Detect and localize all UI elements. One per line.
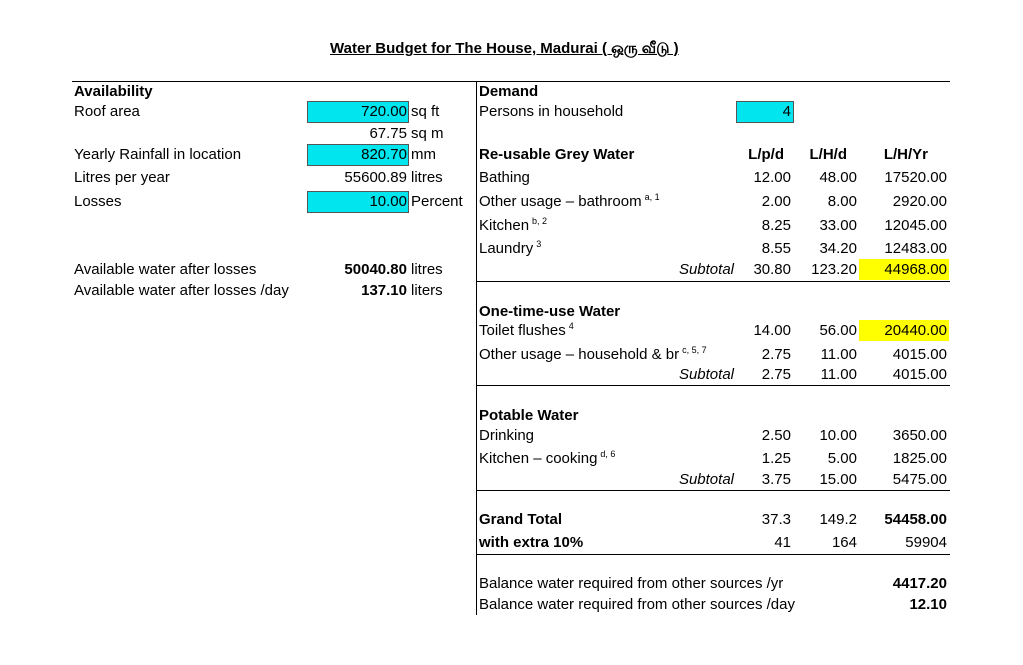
grand-total-lhd: 149.2	[819, 511, 857, 528]
table-row-label	[479, 322, 574, 341]
row-lpd: 12.00	[753, 169, 791, 186]
after-losses-label: Available water after losses	[74, 261, 257, 278]
after-losses-day-label: Available water after losses /day	[74, 282, 289, 299]
row-lhd: 34.20	[819, 240, 857, 257]
row-label-text: Bathing	[479, 169, 530, 186]
row-label-text: Kitchen – cooking	[479, 450, 598, 467]
balance-yr-label: Balance water required from other sources /yr	[479, 575, 784, 592]
row-lhyr: 12483.00	[884, 240, 947, 257]
row-lhyr: 2920.00	[892, 193, 947, 210]
roof-area-label: Roof area	[74, 103, 140, 120]
row-label-text: Drinking	[479, 427, 535, 444]
row-lhd: 48.00	[819, 169, 857, 186]
grey-subtotal-lhyr: 44968.00	[884, 261, 947, 278]
roof-area-unit: sq ft	[411, 103, 440, 120]
row-footnote: a, 1	[644, 192, 660, 202]
table-row-label	[479, 450, 615, 469]
potable-subtotal-lhd: 15.00	[819, 471, 857, 488]
row-lhd: 8.00	[827, 193, 857, 210]
row-label-text: Kitchen	[479, 217, 530, 234]
row-lhd: 10.00	[819, 427, 857, 444]
grand-total-lpd: 37.3	[761, 511, 791, 528]
demand-left-rule	[476, 81, 477, 615]
row-lhd: 56.00	[819, 322, 857, 339]
row-lhyr: 4015.00	[892, 346, 947, 363]
availability-top-rule	[72, 81, 477, 82]
col-header-lhyr: L/H/Yr	[883, 146, 928, 163]
row-footnote: d, 6	[600, 449, 616, 459]
potable-subtotal-lhyr: 5475.00	[892, 471, 947, 488]
grey-subtotal-label: Subtotal	[678, 261, 734, 278]
losses-value: 10.00	[369, 193, 407, 210]
row-lhyr: 12045.00	[884, 217, 947, 234]
after-losses-value: 50040.80	[344, 261, 407, 278]
row-lpd: 8.55	[761, 240, 791, 257]
row-lpd: 14.00	[753, 322, 791, 339]
persons-label: Persons in household	[479, 103, 624, 120]
onetime-subtotal-label: Subtotal	[678, 366, 734, 383]
table-row-label	[479, 240, 541, 259]
grey-bottom-rule	[476, 281, 950, 282]
row-lpd: 1.25	[761, 450, 791, 467]
rainfall-label: Yearly Rainfall in location	[74, 146, 242, 163]
row-lpd: 2.50	[761, 427, 791, 444]
potable-heading: Potable Water	[479, 407, 579, 424]
row-lhd: 11.00	[820, 346, 857, 363]
row-label-text: Laundry	[479, 240, 534, 257]
row-lpd: 2.00	[761, 193, 791, 210]
balance-day-value: 12.10	[909, 596, 947, 613]
row-footnote: 4	[568, 321, 574, 331]
extra-lhyr: 59904	[905, 534, 947, 551]
litres-per-year-value: 55600.89	[344, 169, 407, 186]
row-label-text: Other usage – household & br	[479, 346, 680, 363]
after-losses-day-unit: liters	[411, 282, 443, 299]
row-lhyr: 3650.00	[892, 427, 947, 444]
table-row-label	[479, 169, 533, 188]
row-lhd: 33.00	[819, 217, 857, 234]
rainfall-unit: mm	[411, 146, 436, 163]
row-lhyr: 20440.00	[884, 322, 947, 339]
onetime-heading: One-time-use Water	[479, 303, 621, 320]
balance-day-label: Balance water required from other sources /day	[479, 596, 795, 613]
grey-heading: Re-usable Grey Water	[479, 146, 635, 163]
extra-label: with extra 10%	[479, 534, 584, 551]
losses-unit: Percent	[411, 193, 463, 210]
grand-total-lhyr: 54458.00	[884, 511, 947, 528]
row-footnote: b, 2	[532, 216, 548, 226]
table-row-label	[479, 217, 547, 236]
row-lhyr: 17520.00	[884, 169, 947, 186]
row-lhyr: 1825.00	[892, 450, 947, 467]
losses-label: Losses	[74, 193, 122, 210]
potable-subtotal-lpd: 3.75	[761, 471, 791, 488]
potable-bottom-rule	[476, 490, 950, 491]
demand-heading: Demand	[479, 83, 539, 100]
after-losses-day-value: 137.10	[361, 282, 407, 299]
extra-lpd: 41	[774, 534, 791, 551]
demand-top-rule	[476, 81, 950, 82]
grand-total-label: Grand Total	[479, 511, 563, 528]
col-header-lpd: L/p/d	[748, 146, 784, 163]
row-footnote: 3	[536, 239, 542, 249]
onetime-subtotal-lpd: 2.75	[761, 366, 791, 383]
row-label-text: Toilet flushes	[479, 322, 566, 339]
potable-subtotal-label: Subtotal	[678, 471, 734, 488]
rainfall-value: 820.70	[361, 146, 407, 163]
roof-area-sqm-unit: sq m	[411, 125, 444, 142]
row-label-text: Other usage – bathroom	[479, 193, 642, 210]
persons-value: 4	[782, 103, 791, 120]
page-title: Water Budget for The House, Madurai ( ஒரு வீடு )	[330, 40, 679, 57]
roof-area-value: 720.00	[361, 103, 407, 120]
table-row-label	[479, 346, 707, 365]
onetime-subtotal-lhd: 11.00	[820, 366, 857, 383]
table-row-label	[479, 427, 537, 446]
total-bottom-rule	[476, 554, 950, 555]
col-header-lhd: L/H/d	[809, 146, 847, 163]
grey-subtotal-lhd: 123.20	[811, 261, 857, 278]
extra-lhd: 164	[831, 534, 857, 551]
row-lpd: 8.25	[761, 217, 791, 234]
row-lhd: 5.00	[827, 450, 857, 467]
balance-yr-value: 4417.20	[892, 575, 947, 592]
roof-area-sqm-value: 67.75	[369, 125, 407, 142]
availability-heading: Availability	[74, 83, 153, 100]
onetime-bottom-rule	[476, 385, 950, 386]
row-lpd: 2.75	[761, 346, 791, 363]
table-row-label	[479, 193, 660, 212]
row-footnote: c, 5, 7	[682, 345, 707, 355]
after-losses-unit: litres	[411, 261, 443, 278]
litres-per-year-label: Litres per year	[74, 169, 170, 186]
litres-per-year-unit: litres	[411, 169, 443, 186]
onetime-subtotal-lhyr: 4015.00	[892, 366, 947, 383]
grey-subtotal-lpd: 30.80	[753, 261, 791, 278]
